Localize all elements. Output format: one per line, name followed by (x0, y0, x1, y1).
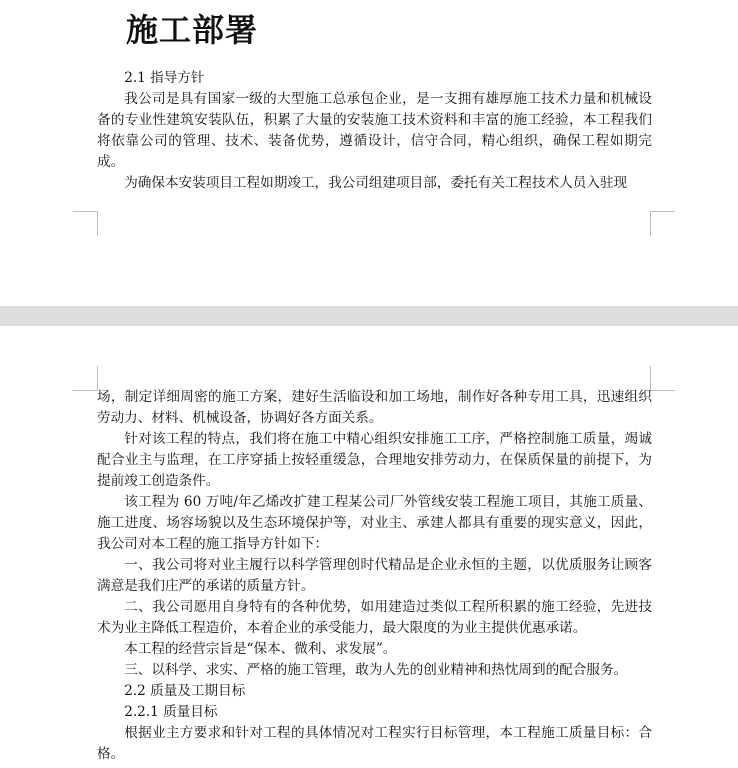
list-item: 一、我公司将对业主履行以科学管理创时代精品是企业永恒的主题，以优质服务让顾客满意是我们庄严的承诺的质量方针。 (97, 557, 652, 594)
margin-corner-mark (73, 366, 98, 391)
section-heading: 2.1 指导方针 (124, 70, 205, 86)
margin-corner-mark (650, 366, 675, 391)
page-title: 施工部署 (126, 11, 259, 49)
page-gap (0, 306, 738, 326)
page2-body (97, 387, 652, 765)
paragraph: 为确保本安装项目工程如期竣工，我公司组建项目部，委托有关工程技术人员入驻现 (124, 175, 628, 191)
document-page-1 (0, 0, 738, 306)
margin-corner-mark (650, 211, 675, 236)
margin-corner-mark (73, 211, 98, 236)
page1-body (97, 68, 652, 194)
list-item: 二、我公司愿用自身特有的各种优势，如用建造过类似工程所积累的施工经验，先进技术为业主降低工程造价，本着企业的承受能力，最大限度的为业主提供优惠承诺。 (97, 599, 652, 636)
paragraph: 根据业主方要求和针对工程的具体情况对工程实行目标管理，本工程施工质量目标：合格。 (97, 725, 652, 762)
paragraph: 本工程的经营宗旨是“保本、微利、求发展”。 (124, 641, 397, 657)
list-item: 三、以科学、求实、严格的施工管理，敢为人先的创业精神和热忱周到的配合服务。 (124, 662, 628, 678)
subsection-heading: 2.2.1 质量目标 (124, 704, 218, 720)
document-page-2 (0, 326, 738, 768)
section-heading: 2.2 质量及工期目标 (124, 683, 246, 699)
paragraph: 我公司是具有国家一级的大型施工总承包企业，是一支拥有雄厚施工技术力量和机械设备的专业性建筑安装队伍，积累了大量的安装施工技术资料和丰富的施工经验，本工程我们将依靠公司的管理、技术、装备优势，遵循设计，信守合同，精心组织，确保工程如期完成。 (97, 91, 652, 170)
paragraph: 针对该工程的特点，我们将在施工中精心组织安排施工工序，严格控制施工质量，竭诚配合业主与监理，在工序穿插上按轻重缓急，合理地安排劳动力，在保质保量的前提下，为提前竣工创造条件。 (97, 431, 652, 489)
paragraph: 该工程为 60 万吨/年乙烯改扩建工程某公司厂外管线安装工程施工项目，其施工质量、施工进度、场容场貌以及生态环境保护等，对业主、承建人都具有重要的现实意义，因此，我公司对本工程的施工指导方针如下： (97, 494, 652, 552)
paragraph: 场，制定详细周密的施工方案，建好生活临设和加工场地，制作好各种专用工具，迅速组织劳动力、材料、机械设备，协调好各方面关系。 (97, 389, 652, 426)
